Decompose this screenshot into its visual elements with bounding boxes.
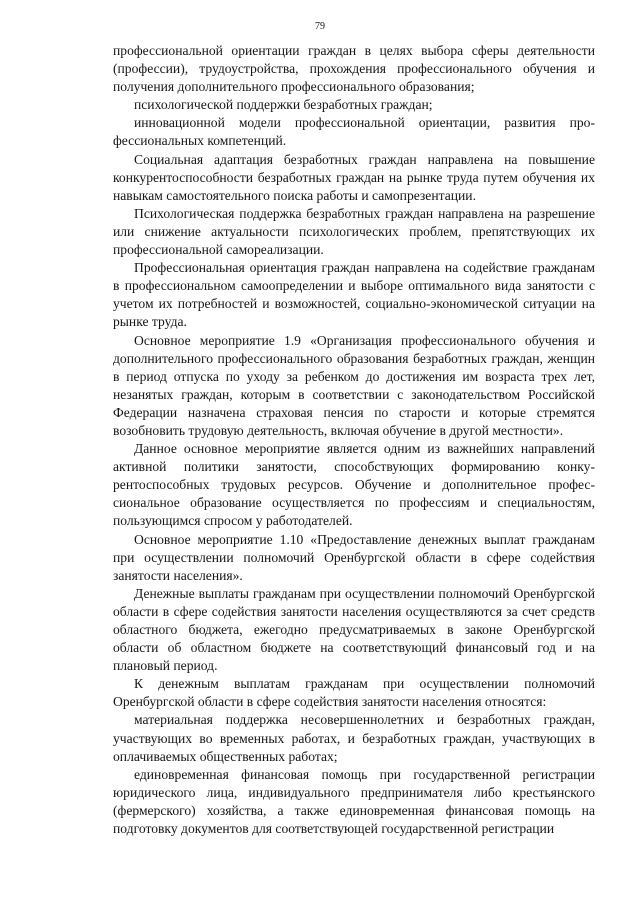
paragraph: единовременная финансовая помощь при государственной регистрации юридического лица, индивидуального предпринимателя либо крестьянского (фермерского) хозяйства, а также единовременная финансовая помощь на подготовку документов для соответствующей государственной регистрации: [113, 766, 595, 837]
paragraph: Основное мероприятие 1.10 «Предоставление денежных выплат гражданам при осуществлении полномочий Оренбургской области в сфере содействия занятости населения».: [113, 531, 595, 583]
paragraph: профессиональной ориентации граждан в целях выбора сферы деятельности (профессии), трудоустройства, прохождения профессионального обучения и получения дополнительного профессионального образования;: [113, 43, 595, 95]
paragraph: Профессиональная ориентация граждан направлена на содействие гражданам в профессиональном самоопределении и выборе оптимального вида занятости с учетом их потребностей и возможностей, социально-экономической ситуации на рынке труда.: [113, 260, 595, 330]
page-number: 79: [315, 21, 325, 32]
paragraph: Психологическая поддержка безработных граждан направлена на разрешение или снижение актуальности психологических проблем, препятствующих их профессиональной самореализации.: [113, 205, 595, 258]
body-text: [113, 42, 595, 838]
paragraph: психологической поддержки безработных граждан;: [134, 97, 433, 113]
paragraph: Денежные выплаты гражданам при осуществлении полномочий Оренбургской области в сфере содействия занятости населения осуществляются за счет средств областного бюджета, ежегодно предусматриваемых в законе Оренбургской области об областном бюджете на соответствующий финансовый год и на плановый период.: [113, 585, 595, 674]
paragraph: Данное основное мероприятие является одним из важнейших направлений активной политики занятости, способствующих формированию конкурентоспособных трудовых ресурсов. Обучение и дополнительное профессиональное образование осуществляется по профессиям и специальностям, пользующимся спросом у работодателей.: [113, 441, 595, 529]
paragraph: материальная поддержка несовершеннолетних и безработных граждан, участвующих во временных работах, и безработных граждан, участвующих в оплачиваемых общественных работах;: [113, 712, 595, 764]
paragraph: Основное мероприятие 1.9 «Организация профессионального обучения и дополнительного профессионального образования безработных граждан, женщин в период отпуска по уходу за ребенком до достижения им возраста трех лет, незанятых граждан, которым в соответствии с законодательством Российской Федерации назначена страховая пенсия по старости и которые стремятся возобновить трудовую деятельность, включая обучение в другой местности».: [113, 332, 595, 438]
paragraph: К денежным выплатам гражданам при осуществлении полномочий Оренбургской области в сфере содействия занятости населения относятся:: [113, 676, 595, 710]
paragraph: Социальная адаптация безработных граждан направлена на повышение конкурентоспособности безработных граждан на рынке труда путем обучения их навыкам самостоятельного поиска работы и самопрезентации.: [113, 151, 595, 203]
paragraph: инновационной модели профессиональной ориентации, развития профессиональных компетенций.: [113, 115, 595, 149]
